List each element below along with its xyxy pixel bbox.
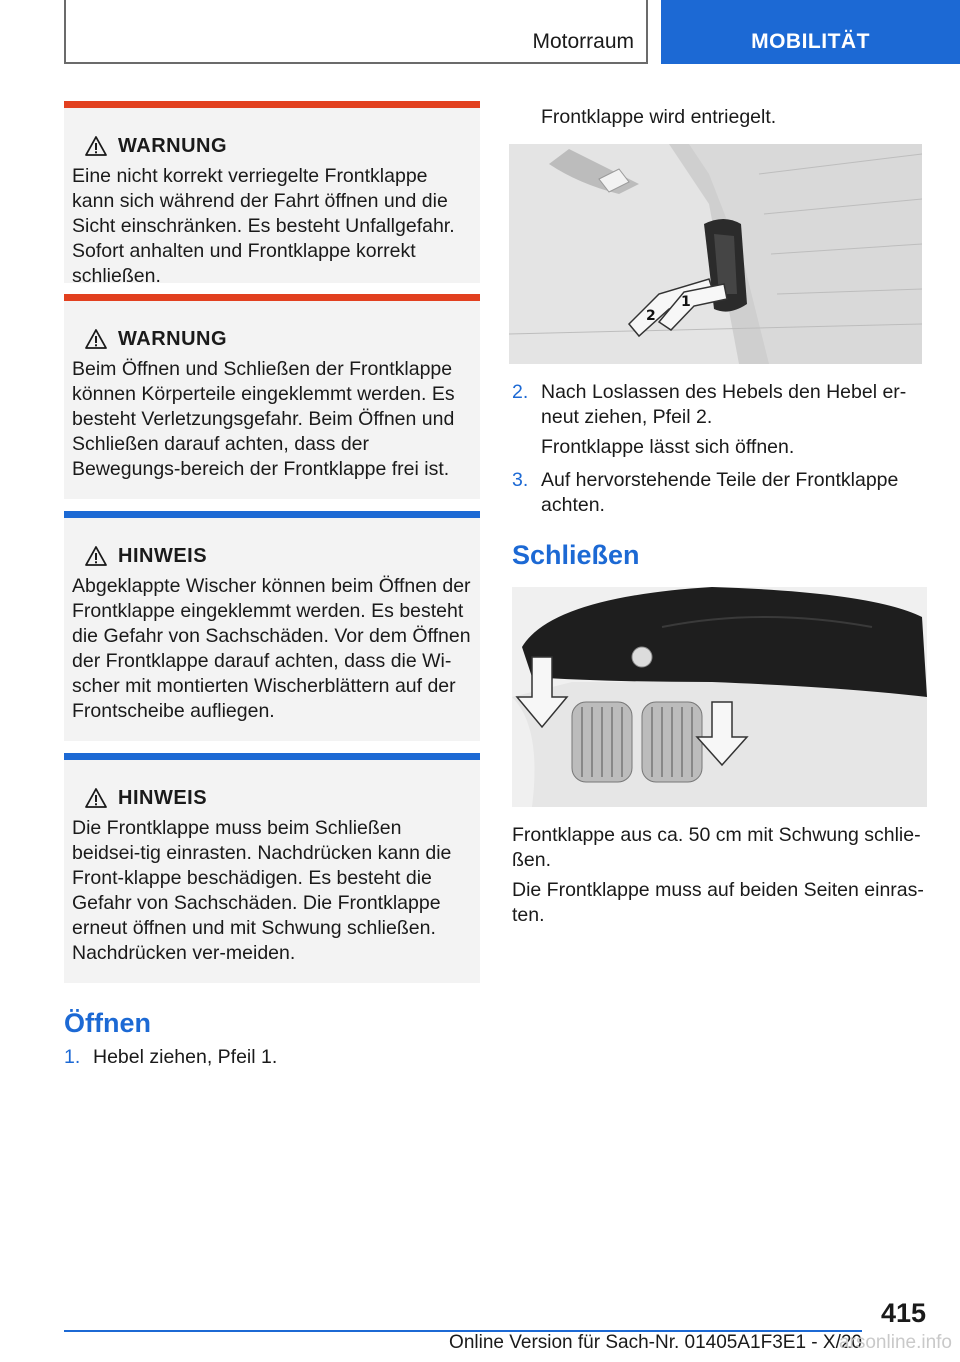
callout-text: Eine nicht korrekt verriegelte Frontklappe kann sich während der Fahrt öffnen und die Sicht einschränken. Es besteht Unfallgefahr. Sofort anhalten und Frontklappe korrekt schließen. xyxy=(72,165,455,287)
close-instruction-2: Die Frontklappe muss auf beiden Seiten einras-ten. xyxy=(512,879,924,926)
notice-callout-2 xyxy=(64,753,480,983)
notice-triangle-icon xyxy=(84,787,108,809)
step-2-result: Frontklappe lässt sich öffnen. xyxy=(541,436,795,458)
notice-callout-1 xyxy=(64,511,480,741)
arrow-label-1: 1 xyxy=(681,294,691,310)
callout-title: HINWEIS xyxy=(118,544,208,567)
arrow-label-2: 2 xyxy=(646,308,656,324)
step-1-result: Frontklappe wird entriegelt. xyxy=(541,106,777,128)
callout-title: WARNUNG xyxy=(118,134,228,157)
step-text: Hebel ziehen, Pfeil 1. xyxy=(93,1046,278,1068)
callout-title: HINWEIS xyxy=(118,786,208,809)
warning-triangle-icon xyxy=(84,135,108,157)
step-1 xyxy=(64,1045,480,1071)
warning-callout-2 xyxy=(64,294,480,499)
warning-triangle-icon xyxy=(84,328,108,350)
page-number: 415 xyxy=(880,1298,926,1328)
hood-release-lever-figure xyxy=(509,144,922,364)
header-section-box xyxy=(64,0,648,64)
step-number: 1. xyxy=(64,1046,81,1068)
section-title: Motorraum xyxy=(532,30,634,53)
step-number: 3. xyxy=(512,469,529,491)
watermark: arsonline.info xyxy=(838,1332,952,1353)
callout-text: Abgeklappte Wischer können beim Öffnen der Frontklappe eingeklemmt werden. Es besteht die Gefahr von Sachschäden. Vor dem Öffnen der Frontklappe darauf achten, dass die Wi-scher mit montierten Wischerblättern auf der Frontscheibe aufliegen. xyxy=(72,575,471,722)
warning-callout-1 xyxy=(64,101,480,287)
step-2 xyxy=(512,380,932,432)
chapter-tab[interactable]: MOBILITÄT xyxy=(661,0,960,64)
hood-closing-figure xyxy=(512,587,927,807)
step-number: 2. xyxy=(512,381,529,403)
callout-text: Die Frontklappe muss beim Schließen beidsei-tig einrasten. Nachdrücken kann die Front-klappe beschädigen. Es besteht die Gefahr von Sachschäden. Die Frontklappe erneut öffnen und mit Schwung schließen. Nachdrücken ver-meiden. xyxy=(72,817,452,964)
callout-text: Beim Öffnen und Schließen der Frontklappe können Körperteile eingeklemmt werden. Es besteht Verletzungsgefahr. Beim Öffnen und Schließen darauf achten, dass der Bewegungs-bereich der Frontklappe frei ist. xyxy=(72,358,455,480)
footer-text: Online Version für Sach-Nr. 01405A1F3E1 - X/20 xyxy=(449,1332,862,1353)
heading-open: Öffnen xyxy=(64,1008,151,1038)
step-3 xyxy=(512,468,932,520)
close-instruction-1: Frontklappe aus ca. 50 cm mit Schwung schlie-ßen. xyxy=(512,824,921,871)
callout-title: WARNUNG xyxy=(118,327,228,350)
notice-triangle-icon xyxy=(84,545,108,567)
step-text: Auf hervorstehende Teile der Frontklappe achten. xyxy=(541,469,899,516)
step-text: Nach Loslassen des Hebels den Hebel er-neut ziehen, Pfeil 2. xyxy=(541,381,907,428)
heading-close: Schließen xyxy=(512,540,640,570)
